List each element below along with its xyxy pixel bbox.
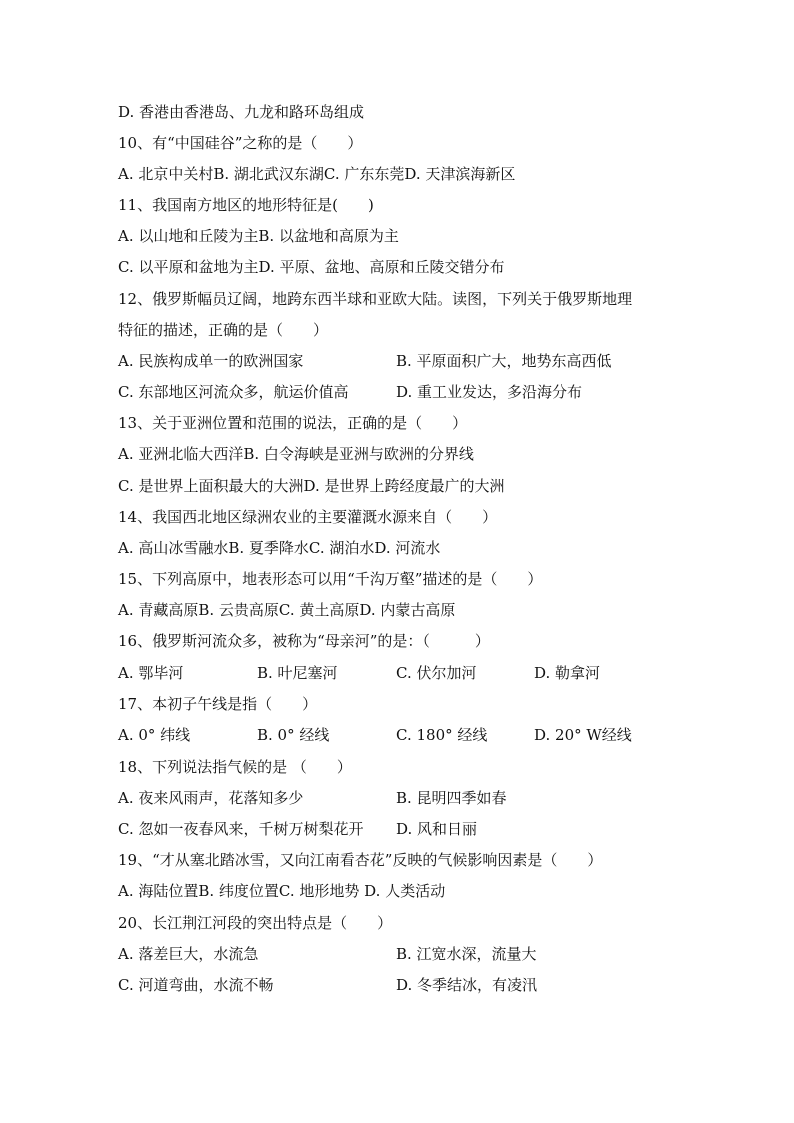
option-q17-a: A. 0° 纬线: [118, 726, 191, 744]
option-q12-c: C. 东部地区河流众多，航运价值高: [118, 383, 349, 401]
option-q18-d: D. 风和日丽: [396, 820, 478, 838]
question-12-line2: 特征的描述，正确的是（ ）: [118, 321, 329, 339]
options-q11-ab: A. 以山地和丘陵为主B. 以盆地和高原为主: [118, 227, 399, 245]
option-q17-b: B. 0° 经线: [257, 726, 330, 744]
question-17: 17、本初子午线是指（ ）: [118, 695, 318, 713]
option-q18-a: A. 夜来风雨声，花落知多少: [118, 789, 304, 807]
option-q12-d: D. 重工业发达，多沿海分布: [396, 383, 583, 401]
options-q13-cd: C. 是世界上面积最大的大洲D. 是世界上跨经度最广的大洲: [118, 477, 505, 495]
options-q19: A. 海陆位置B. 纬度位置C. 地形地势 D. 人类活动: [118, 882, 446, 900]
question-11: 11、我国南方地区的地形特征是( ): [118, 196, 374, 214]
option-q20-a: A. 落差巨大，水流急: [118, 945, 259, 963]
option-q12-a: A. 民族构成单一的欧洲国家: [118, 352, 304, 370]
question-10: 10、有“中国硅谷”之称的是（ ）: [118, 134, 363, 152]
option-q16-b: B. 叶尼塞河: [257, 664, 338, 682]
question-19: 19、“才从塞北踏冰雪，又向江南看杏花”反映的气候影响因素是（ ）: [118, 851, 603, 869]
question-12-line1: 12、俄罗斯幅员辽阔，地跨东西半球和亚欧大陆。读图，下列关于俄罗斯地理: [118, 290, 633, 308]
option-q16-a: A. 鄂毕河: [118, 664, 184, 682]
option-q16-d: D. 勒拿河: [534, 664, 601, 682]
option-q20-b: B. 江宽水深，流量大: [396, 945, 537, 963]
option-q17-d: D. 20° W经线: [534, 726, 632, 744]
option-d-q9: D. 香港由香港岛、九龙和路环岛组成: [118, 103, 365, 121]
option-q18-c: C. 忽如一夜春风来，千树万树梨花开: [118, 820, 364, 838]
options-q11-cd: C. 以平原和盆地为主D. 平原、盆地、高原和丘陵交错分布: [118, 258, 505, 276]
options-q14: A. 高山冰雪融水B. 夏季降水C. 湖泊水D. 河流水: [118, 539, 441, 557]
option-q12-b: B. 平原面积广大，地势东高西低: [396, 352, 612, 370]
question-16: 16、俄罗斯河流众多，被称为“母亲河”的是：（ ）: [118, 632, 490, 650]
option-q18-b: B. 昆明四季如春: [396, 789, 507, 807]
question-18: 18、下列说法指气候的是 （ ）: [118, 758, 352, 776]
question-13: 13、关于亚洲位置和范围的说法，正确的是（ ）: [118, 414, 468, 432]
option-q17-c: C. 180° 经线: [396, 726, 488, 744]
options-q13-ab: A. 亚洲北临大西洋B. 白令海峡是亚洲与欧洲的分界线: [118, 445, 474, 463]
option-q20-d: D. 冬季结冰，有凌汛: [396, 976, 538, 994]
option-q20-c: C. 河道弯曲，水流不畅: [118, 976, 274, 994]
options-q15: A. 青藏高原B. 云贵高原C. 黄土高原D. 内蒙古高原: [118, 601, 456, 619]
question-14: 14、我国西北地区绿洲农业的主要灌溉水源来自（ ）: [118, 508, 498, 526]
question-20: 20、长江荆江河段的突出特点是（ ）: [118, 914, 393, 932]
options-q10: A. 北京中关村B. 湖北武汉东湖C. 广东东莞D. 天津滨海新区: [118, 165, 516, 183]
option-q16-c: C. 伏尔加河: [396, 664, 477, 682]
question-15: 15、下列高原中，地表形态可以用“千沟万壑”描述的是（ ）: [118, 570, 543, 588]
